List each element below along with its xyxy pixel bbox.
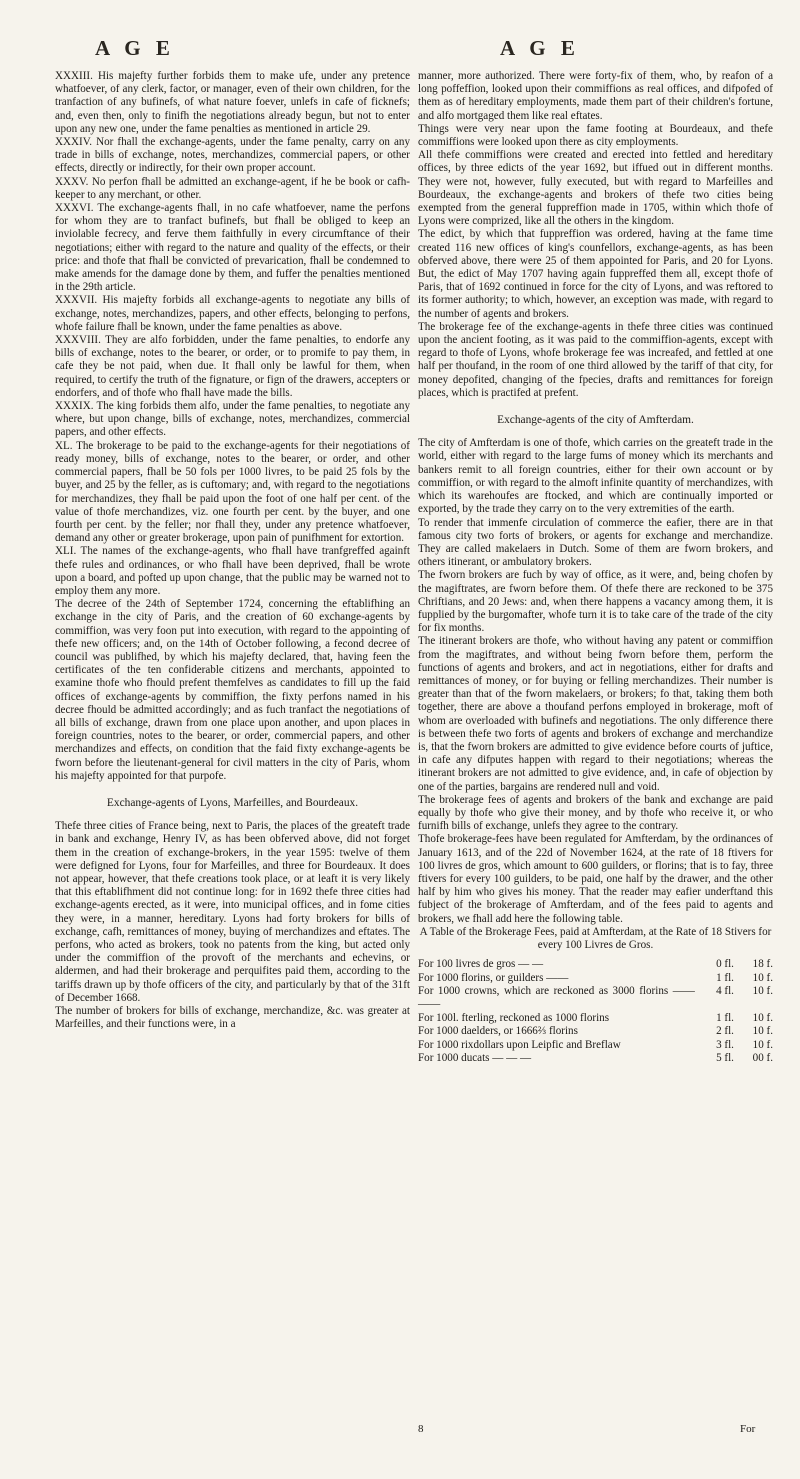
paragraph: XXXIX. The king forbids them alfo, under the fame penalties, to negotiate any where, but upon change, bills of exchange, notes, merchandizes, commercial papers, and other effects. xyxy=(55,400,410,439)
paragraph: XXXVII. His majefty forbids all exchange-agents to negotiate any bills of exchange, notes, merchandizes, papers, and other effects, belonging to perfons, whofe failure fhall be known, under the fame penalties as above. xyxy=(55,294,410,333)
paragraph: The itinerant brokers are thofe, who without having any patent or commiffion from the magiftrates, and without being fworn before them, perform the functions of agents and brokers, and act in negotiations, either for drafts and remittances of money, or for buying or felling merchandizes. Their number is greater than that of the fworn makelaers, or brokers; fo that, taking them both together, there are above a thoufand perfons employed in brokerage, moft of whom are overloaded with bufinefs and negotiations. The only difference there is between thefe two forts of agents and brokers of exchange and merchandize is, that the fworn brokers are admitted to give evidence before courts of juftice, in cafe any difputes happen with regard to their negotiations; whereas the itinerant brokers are not admitted to give evidence, and, in cafe of objection by one of the parties, bargains are rendered null and void. xyxy=(418,635,773,793)
table-cell-stivers: 10 f. xyxy=(752,985,773,998)
paragraph: The brokerage fee of the exchange-agents in thefe three cities was continued upon the ancient footing, as it was paid to the commiffion-agents, except with regard to thofe of Lyons, whofe brokerage fee was increafed, and fettled at one half per thoufand, in the room of one third allowed by the tariff of that city, for money depofited, changing of the fpecies, drafts and remittances for foreign places, which is practifed at prefent. xyxy=(418,320,773,399)
paragraph: The decree of the 24th of September 1724, concerning the eftablifhing an exchange in the city of Paris, and the creation of 60 exchange-agents by commiffion, was very foon put into execution, with regard to the appointing of thefe new officers; and, on the 14th of October following, a fecond decree of council was publifhed, by which his majefty declared, that, having feen the certificates of the ten confiderable citizens and merchants, appointed to examine thofe who fhould prefent themfelves as candidates to fill up the faid offices of exchange-agents by commiffion, the fixty perfons named in his decree fhould be admitted accordingly; and as fuch tranfact the negotiations of all bills of exchange, drawn from one place upon another, and upon places in foreign countries, notes to the bearer, or order, commercial papers, and other merchandizes and effects, on condition that the faid fixty exchange-agents be fworn before the lieutenant-general for civil matters in the city of Paris, whom his majefty appointed for that purpofe. xyxy=(55,598,410,782)
paragraph: The edict, by which that fuppreffion was ordered, having at the fame time created 116 new offices of king's counfellors, exchange-agents, as has been obferved above, there were 25 of them appointed for Paris, and 20 for Lyons. But, the edict of May 1707 having again fuppreffed them all, except thofe of Paris, that of 1692 continued in force for the city of Lyons, and was reftored to its former authority; to which, however, an exception was made, with regard to the number of agents and brokers. xyxy=(418,228,773,320)
paragraph: XXXIII. His majefty further forbids them to make ufe, under any pretence whatfoever, of any clerk, factor, or manager, even of their own children, for the tranfaction of any bufinefs, of what nature foever, unlefs in cafe of ficknefs; and, even then, only to finifh the negotiations already begun, but not to enter upon any new one, under the fame penalties as mentioned in article 29. xyxy=(55,70,410,135)
paragraph: The city of Amfterdam is one of thofe, which carries on the greateft trade in the world, either with regard to the large fums of money which its merchants and bankers remit to all foreign countries, either for their own account or by commiffion, or with regard to the almoft infinite quantity of merchandizes, with which its warehoufes are ftocked, and which are continually imported or exported, by the trade they carry on to the very extremities of the earth. xyxy=(418,437,774,516)
table-cell-stivers: 10 f. xyxy=(752,971,773,984)
left-column xyxy=(55,70,410,1031)
brokerage-table xyxy=(418,958,773,1065)
paragraph: All thefe commiffions were created and erected into fettled and hereditary offices, by three edicts of the year 1692, but iffued out in different months. They were not, however, fully executed, but with regard to Marfeilles and Bourdeaux, the exchange-agents and brokers of thefe two cities being exempted from the general fuppreffion made in 1705, within which thofe of Lyons were comprized, like all the others in the kingdom. xyxy=(418,149,773,228)
running-head-left: A G E xyxy=(95,36,175,60)
table-cell-stivers: 18 f. xyxy=(752,958,773,971)
paragraph: To render that immenfe circulation of commerce the eafier, there are in that famous city two forts of brokers, or agents for exchange and merchandize. They are called makelaers in Dutch. Some of them are fworn brokers, and others itinerant, or ambulatory brokers. xyxy=(418,516,773,569)
table-row xyxy=(418,958,773,971)
paragraph: XL. The brokerage to be paid to the exchange-agents for their negotiations of ready money, bills of exchange, notes to the bearer, or order, and other commercial papers, fhall be 50 fols per 1000 livres, to be paid 25 fols by the buyer, and 25 by the feller, as is cuftomary; and, with regard to the negotiations for merchandizes, they fhall be paid upon the foot of one half per cent. of the value of thofe merchandizes, viz. one fourth per cent. by the buyer, and one fourth per cent. by the feller; nor fhall they, under any pretence whatfoever, demand any other or greater brokerage, upon pain of punifhment for extortion. xyxy=(55,439,410,545)
right-column xyxy=(418,70,773,1065)
paragraph: Things were very near upon the fame footing at Bourdeaux, and thefe commiffions were looked upon there as city employments. xyxy=(418,122,773,149)
section-heading-amsterdam: Exchange-agents of the city of Amfterdam. xyxy=(497,414,694,427)
table-cell-florins: 1 fl. xyxy=(716,971,734,984)
table-cell-desc: For 100l. fterling, reckoned as 1000 florins xyxy=(418,1011,610,1024)
table-cell-florins: 0 fl. xyxy=(716,958,734,971)
table-cell-stivers: 10 f. xyxy=(752,1025,773,1038)
table-cell-desc: For 1000 daelders, or 1666⅔ florins xyxy=(418,1025,578,1038)
table-row xyxy=(418,1025,773,1038)
table-cell-stivers: 10 f. xyxy=(752,1038,773,1051)
paragraph: XXXIV. Nor fhall the exchange-agents, under the fame penalty, carry on any trade in bills of exchange, notes, merchandizes, commercial papers, or other effects, directly or indirectly, for their own proper account. xyxy=(55,136,410,175)
paragraph: manner, more authorized. There were forty-fix of them, who, by reafon of a long poffeffion, looked upon their commiffions as real offices, and difpofed of them as of hereditary employments, made them part of their children's fortune, and alfo mortgaged them like real eftates. xyxy=(418,70,773,122)
table-cell-stivers: 10 f. xyxy=(752,1011,773,1024)
paragraph: The brokerage fees of agents and brokers of the bank and exchange are paid equally by thofe who give their money, and by thofe who receive it, or who furnifh bills of exchange, unlefs they agree to the contrary. xyxy=(418,793,773,833)
table-cell-desc: For 1000 ducats — — — xyxy=(418,1052,532,1065)
table-row xyxy=(418,1052,773,1065)
table-row xyxy=(418,1012,773,1025)
table-cell-desc: For 1000 florins, or guilders —— xyxy=(418,971,569,984)
table-caption: A Table of the Brokerage Fees, paid at Amfterdam, at the Rate of 18 Stivers for every 100 Livres de Gros. xyxy=(419,925,772,951)
paragraph: XLI. The names of the exchange-agents, who fhall have tranfgreffed againft thefe rules and ordinances, or who fhall have been deprived, fhall be wrote upon a board, and pofted up upon change, that the public may be warned not to employ them any more. xyxy=(55,545,410,597)
table-cell-florins: 1 fl. xyxy=(716,1011,734,1024)
table-cell-desc: For 1000 rixdollars upon Leipfic and Breflaw xyxy=(418,1038,621,1051)
paragraph: The number of brokers for bills of exchange, merchandize, &c. was greater at Marfeilles, and their functions were, in a xyxy=(55,1005,410,1031)
running-head-right: A G E xyxy=(500,36,580,60)
paragraph: XXXV. No perfon fhall be admitted an exchange-agent, if he be book or cafh-keeper to any merchant, or other. xyxy=(55,175,410,201)
table-cell-desc: For 100 livres de gros — — xyxy=(418,958,544,971)
table-cell-stivers: 00 f. xyxy=(752,1052,773,1065)
catchword: For xyxy=(740,1423,756,1435)
table-cell-desc: For 1000 crowns, which are reckoned as 3000 florins —— —— xyxy=(418,985,695,1011)
section-heading-lyons: Exchange-agents of Lyons, Marfeilles, and Bourdeaux. xyxy=(106,796,359,809)
table-cell-florins: 5 fl. xyxy=(716,1052,734,1065)
table-row xyxy=(418,985,773,1012)
paragraph: Thofe brokerage-fees have been regulated for Amfterdam, by the ordinances of January 1613, and of the 22d of November 1624, at the rate of 18 ftivers for 100 livres de gros, which amount to 600 guilders, or florins; that is to fay, three ftivers for every 100 guilders, to be paid, one half by the drawer, and the other half by him who gives his money. That the reader may eafier underftand this fubject of the brokerage of Amfterdam, and of the fees paid to agents and brokers, we fhall add here the following table. xyxy=(418,833,773,925)
signature-mark: 8 xyxy=(418,1423,424,1435)
table-row xyxy=(418,972,773,985)
table-cell-florins: 2 fl. xyxy=(716,1025,734,1038)
table-cell-florins: 4 fl. xyxy=(716,985,734,998)
paragraph: Thefe three cities of France being, next to Paris, the places of the greateft trade in bank and exchange, Henry IV, as has been obferved above, did not forget them in the creation of exchange-brokers, in the year 1595: twelve of them were defigned for Lyons, four for Marfeilles, and three for Bourdeaux. It does not appear, however, that thefe creations took place, or at leaft it is very likely that this eftablifhment did not continue long: for in 1692 thefe three cities had exchange-agents erected, as it were, into municipal offices, and in fome cities they were, in a manner, hereditary. Lyons had forty brokers for bills of exchange, cafh, remittances of money, buying of merchandizes and eftates. The perfons, who acted as brokers, took no patents from the king, but acted only under the commiffion of the provoft of the merchants and echevins, or aldermen, and had their brokerage and perquifites paid them, according to the tariffs drawn up by thofe officers of the city, and particularly by that of the 31ft of December 1668. xyxy=(55,820,410,1004)
table-cell-florins: 3 fl. xyxy=(716,1038,734,1051)
paragraph: XXXVIII. They are alfo forbidden, under the fame penalties, to endorfe any bills of exchange, notes to the bearer, or order, or to promife to pay them, in cafe they be not paid, when due. It fhall only be lawful for them, when required, to certify the truth of the fignature, or fign of the drawers, accepters or endorfers, and of thofe who fhall have made the bills. xyxy=(55,334,410,399)
paragraph: XXXVI. The exchange-agents fhall, in no cafe whatfoever, name the perfons for whom they are to tranfact bufinefs, but fhall be obliged to keep an inviolable fecrecy, and ferve them faithfully in every circumftance of their negotiations; either with regard to the nature and quality of the effects, or their price: and thofe that fhall be convicted of prevarication, fhall be condemned to make amends for the damage done by them, and fuffer the penalties mentioned in the 29th article. xyxy=(55,202,410,294)
table-row xyxy=(418,1039,773,1052)
paragraph: The fworn brokers are fuch by way of office, as it were, and, being chofen by the magiftrates, are fworn before them. Of thefe there are reckoned to be 375 Chriftians, and 20 Jews: and, when there happens a vacancy among them, it is fupplied by the burgomafter, whofe turn it is to take care of the trade of the city for fix months. xyxy=(418,569,773,635)
